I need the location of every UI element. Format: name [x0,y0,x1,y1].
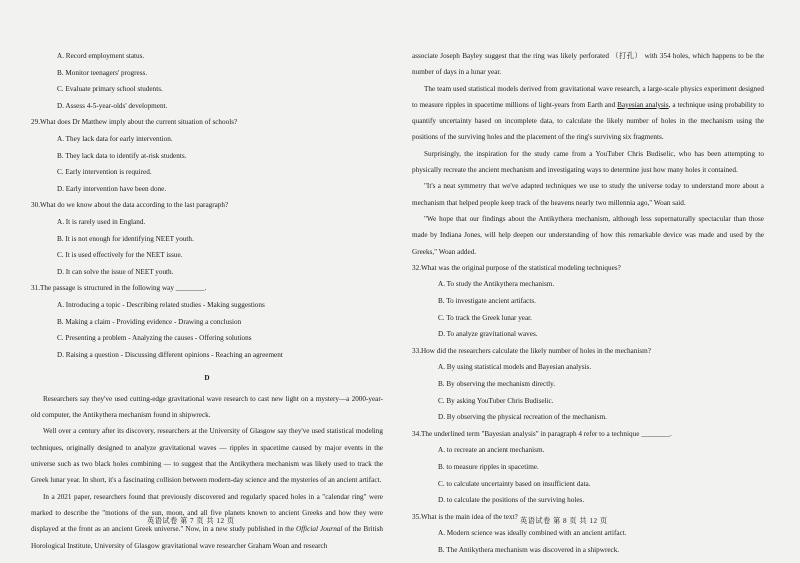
passage-paragraph-6: "It's a neat symmetry that we've adapted techniques we use to study the universe today to understand more about a mechanism that helped people keep track of the heavens nearly two millennia ago," Woan said. [412,182,764,207]
q33-option-a: A. By using statistical models and Bayesian analysis. [438,363,592,372]
q28-option-a: A. Record employment status. [57,52,145,60]
q30-option-d: D. It can solve the issue of NEET youth. [57,267,174,276]
paragraph-4-text-a: The team used statistical models derived from gravitational wave research, a large-scale physics experiment designed to measure ripples in spacetime millions of light-years from Earth and [412,84,764,109]
section-letter-d: D [204,374,210,383]
q31-option-a: A. Introducing a topic - Describing related studies - Making suggestions [57,300,265,309]
q32-option-a: A. To study the Antikythera mechanism. [438,280,555,289]
q28-option-b: B. Monitor teenagers' progress. [57,68,148,77]
q34-option-b: B. to measure ripples in spacetime. [438,462,539,471]
q30-option-b: B. It is not enough for identifying NEET youth. [57,234,194,243]
q29-option-b: B. They lack data to identify at-risk students. [57,151,187,160]
q33-option-d: D. By observing the physical recreation of the mechanism. [438,413,607,422]
passage-paragraph-2: Well over a century after its discovery, researchers at the University of Glasgow say they've used statistical modeling techniques, originally designed to analyze gravitational waves — ripples in spacetime caused by major events in the universe such as two black holes combining — to suggest that the Antikythera mechanism was likely used to track the Greek lunar year. In short, it's a fascinating collision between modern-day science and the mysteries of an ancient artifact. [31,427,383,485]
q32-option-b: B. To investigate ancient artifacts. [438,297,536,306]
passage-paragraph-4 [412,81,764,146]
q30-option-c: C. It is used effectively for the NEET issue. [57,251,183,260]
paragraph-4-text-b: , a technique using probability to quantify uncertainty based on incomplete data, to calculate the likely number of holes in the mechanism using the positions of the surviving holes and the placement of the ring's surviving six fragments. [412,100,764,142]
page-footer-right: 英语试卷 第 8 页 共 12 页 [520,517,608,525]
q35-stem: 35.What is the main idea of the text? [412,512,518,521]
q31-option-d: D. Raising a question - Discussing different opinions - Reaching an agreement [57,350,283,359]
q30-stem: 30.What do we know about the data according to the last paragraph? [31,201,229,210]
page-footer-left: 英语试卷 第 7 页 共 12 页 [147,517,235,525]
q32-option-d: D. To analyze gravitational waves. [438,330,538,339]
paragraph-3-text-b: of the British Horological Institute, University of Glasgow gravitational wave researcher Graham Woan and research [31,525,383,550]
q35-option-a: A. Modern science was ideally combined with an ancient artifact. [438,529,627,538]
q31-option-b: B. Making a claim - Providing evidence - Drawing a conclusion [57,317,242,326]
passage-paragraph-5: Surprisingly, the inspiration for the study came from a YouTuber Chris Budiselic, who has been attempting to physically recreate the ancient mechanism and investigating ways to determine just how many holes it contained. [412,149,764,175]
q30-option-a: A. It is rarely used in England. [57,217,146,226]
q33-option-c: C. By asking YouTuber Chris Budiselic. [438,396,554,405]
q34-option-a: A. to recreate an ancient mechanism. [438,446,545,455]
bayesian-analysis-term: Bayesian analysis [617,100,669,109]
q31-option-c: C. Presenting a problem - Analyzing the causes - Offering solutions [57,334,252,343]
q34-option-c: C. to calculate uncertainty based on insufficient data. [438,479,591,488]
passage-paragraph-1: Researchers say they've used cutting-edge gravitational wave research to cast new light on a mystery—a 2000-year-old computer, the Antikythera mechanism found in shipwreck. [31,394,383,420]
q34-option-d: D. to calculate the positions of the surviving holes. [438,496,585,505]
q29-option-a: A. They lack data for early intervention. [57,134,173,143]
q29-stem: 29.What does Dr Matthew imply about the current situation of schools? [31,118,238,127]
q35-option-b: B. The Antikythera mechanism was discovered in a shipwreck. [438,545,620,554]
q32-option-c: C. To track the Greek lunar year. [438,313,532,322]
passage-paragraph-7: "We hope that our findings about the Antikythera mechanism, although less supernaturally spectacular than those made by Indiana Jones, will help deepen our understanding of how this remarkable device was made and used by the Greeks," Woan added. [412,214,764,256]
q33-stem: 33.How did the researchers calculate the likely number of holes in the mechanism? [412,346,651,355]
q28-option-d: D. Assess 4-5-year-olds' development. [57,101,168,110]
q32-stem: 32.What was the original purpose of the statistical modeling techniques? [412,263,621,272]
paragraph-3-continued: associate Joseph Bayley suggest that the ring was likely perforated （打孔） with 354 holes, which happens to be the number of days in a lunar year. [412,52,764,77]
q29-option-d: D. Early intervention have been done. [57,184,167,193]
q29-option-c: C. Early intervention is required. [57,168,152,177]
right-page-column [412,48,764,559]
journal-name: Official Journal [296,525,343,534]
paragraph-3-text-a: In a 2021 paper, researchers found that previously discovered and regularly spaced holes in a "calendar ring" were marked to describe the "motions of the sun, moon, and all five planets known to ancient Greeks and how they were displayed at the front as an ancient Greek universe." Now, in a new study published in the [31,492,383,534]
left-page-column [31,48,383,554]
q31-stem: 31.The passage is structured in the following way ________. [31,284,207,293]
q34-stem: 34.The underlined term "Bayesian analysis" in paragraph 4 refer to a technique ________. [412,429,672,438]
q33-option-b: B. By observing the mechanism directly. [438,380,556,389]
q28-option-c: C. Evaluate primary school students. [57,85,163,94]
